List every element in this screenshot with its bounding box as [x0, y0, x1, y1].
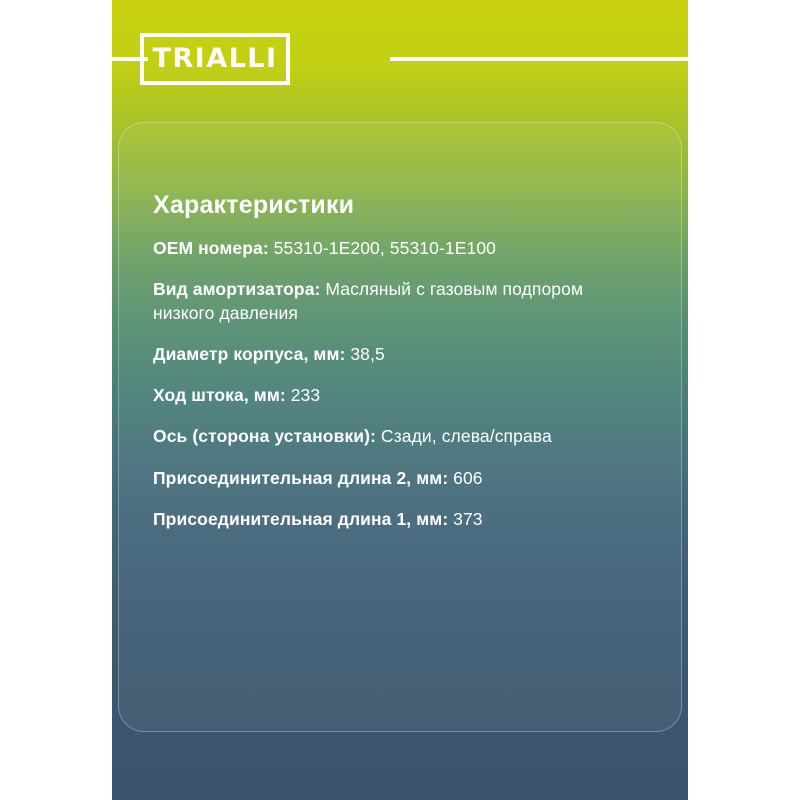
spec-value: Сзади, слева/справа: [380, 426, 552, 447]
spec-row: [153, 467, 647, 490]
spec-label: Диаметр корпуса, мм:: [153, 343, 346, 364]
trialli-logo: [140, 33, 290, 85]
spec-label: Присоединительная длина 2, мм:: [153, 467, 449, 488]
spec-value: 38,5: [350, 343, 385, 364]
brand-header: [112, 0, 688, 108]
product-spec-card: [112, 0, 688, 800]
spec-label: Ось (сторона установки):: [153, 426, 377, 447]
logo-text: TRIALLI: [152, 42, 278, 74]
page-title: Характеристики: [153, 191, 355, 219]
header-rule-right: [390, 57, 688, 61]
spec-row: [153, 237, 647, 260]
spec-row: [153, 278, 647, 325]
spec-label: Ход штока, мм:: [153, 385, 286, 406]
spec-row: [153, 384, 647, 407]
spec-label: Присоединительная длина 1, мм:: [153, 508, 449, 529]
spec-value: 233: [290, 385, 321, 406]
spec-label: Вид амортизатора:: [153, 279, 321, 300]
spec-value: 373: [453, 508, 483, 529]
spec-row: [153, 425, 647, 448]
spec-row: [153, 508, 647, 531]
spec-value: 606: [453, 467, 483, 488]
spec-row: [153, 343, 647, 366]
spec-value: Масляный с газовым подпором низкого давления: [153, 279, 584, 323]
spec-value: 55310-1E200, 55310-1E100: [273, 238, 496, 258]
spec-label: OEM номера:: [153, 238, 269, 258]
specifications-panel: [118, 122, 682, 732]
